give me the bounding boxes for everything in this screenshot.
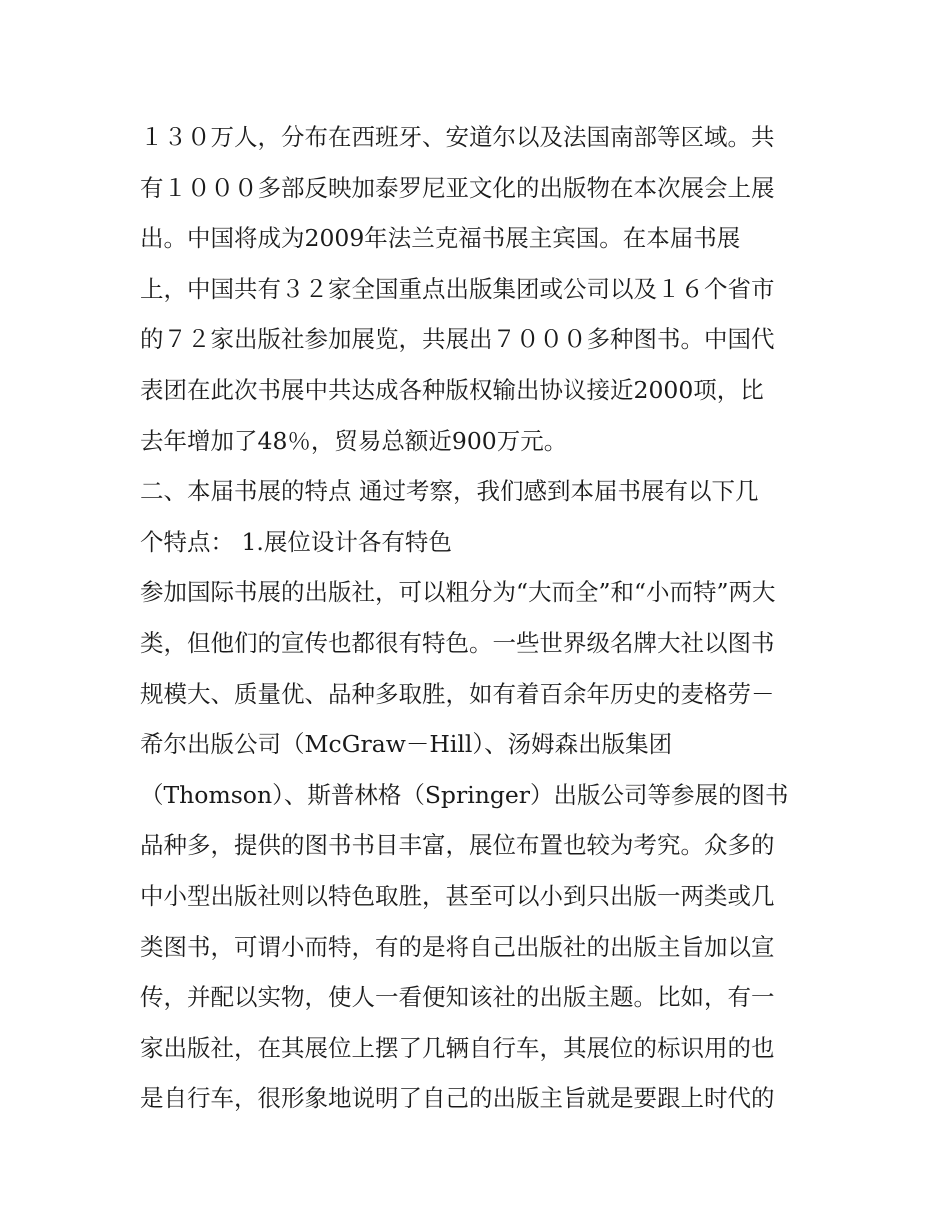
text-line-10: 参加国际书展的出版社，可以粗分为“大而全”和“小而特”两大	[140, 578, 776, 607]
text-line-12: 规模大、质量优、品种多取胜，如有着百余年历史的麦格劳－	[140, 679, 775, 708]
text-line-15: 品种多，提供的图书书目丰富，展位布置也较为考究。众多的	[140, 831, 775, 860]
text-line-9: 个特点： 1.展位设计各有特色	[140, 527, 452, 556]
text-line-14: （Thomson）、斯普林格（Springer）出版公司等参展的图书	[140, 780, 789, 809]
text-line-20: 是自行车，很形象地说明了自己的出版主旨就是要跟上时代的	[140, 1084, 775, 1113]
text-line-7: 去年增加了48％，贸易总额近900万元。	[140, 426, 568, 455]
text-line-17: 类图书，可谓小而特，有的是将自己出版社的出版主旨加以宣	[140, 932, 775, 961]
section-heading-line: 二、本届书展的特点 通过考察，我们感到本届书展有以下几	[140, 477, 759, 506]
text-line-1: １３０万人，分布在西班牙、安道尔以及法国南部等区域。共	[140, 123, 775, 151]
body-text	[140, 112, 820, 1124]
text-line-18: 传，并配以实物，使人一看便知该社的出版主题。比如，有一	[140, 983, 775, 1012]
text-line-5: 的７２家出版社参加展览，共展出７０００多种图书。中国代	[140, 325, 775, 354]
text-line-6: 表团在此次书展中共达成各种版权输出协议接近2000项，比	[140, 375, 764, 404]
text-line-13: 希尔出版公司（McGraw－Hill）、汤姆森出版集团	[140, 730, 673, 759]
text-line-3: 出。中国将成为2009年法兰克福书展主宾国。在本届书展	[140, 224, 741, 253]
text-line-11: 类，但他们的宣传也都很有特色。一些世界级名牌大社以图书	[140, 628, 775, 657]
text-line-16: 中小型出版社则以特色取胜，甚至可以小到只出版一两类或几	[140, 881, 775, 910]
text-line-4: 上，中国共有３２家全国重点出版集团或公司以及１６个省市	[140, 274, 775, 303]
text-line-2: 有１０００多部反映加泰罗尼亚文化的出版物在本次展会上展	[140, 173, 775, 202]
text-line-19: 家出版社，在其展位上摆了几辆自行车，其展位的标识用的也	[140, 1033, 775, 1062]
